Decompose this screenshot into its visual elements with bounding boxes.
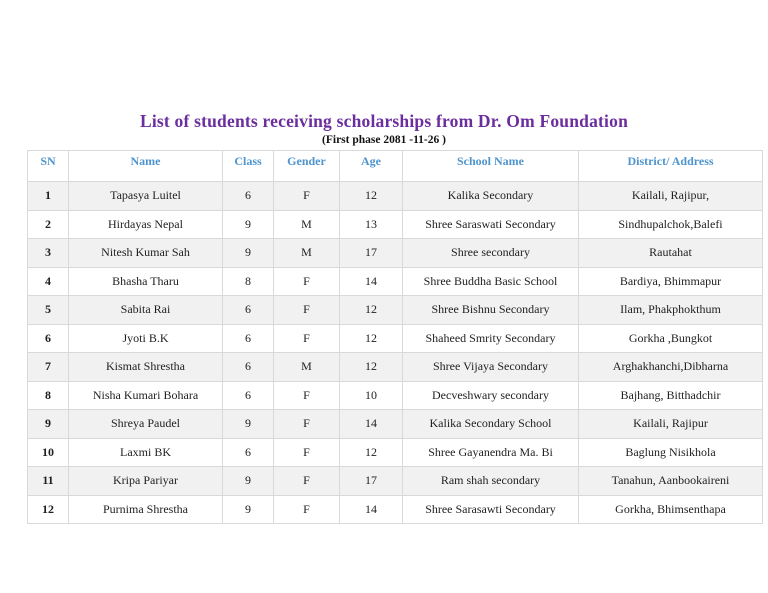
table-cell: Bajhang, Bitthadchir xyxy=(579,381,763,410)
table-cell: Tanahun, Aanbookaireni xyxy=(579,467,763,496)
table-cell: Tapasya Luitel xyxy=(69,182,223,211)
table-cell: Kripa Pariyar xyxy=(69,467,223,496)
table-cell: 12 xyxy=(340,353,403,382)
table-cell: 6 xyxy=(223,324,274,353)
table-cell: 9 xyxy=(28,410,69,439)
table-row xyxy=(28,410,763,439)
table-row xyxy=(28,495,763,524)
table-cell: Kailali, Rajipur, xyxy=(579,182,763,211)
table-cell: F xyxy=(274,296,340,325)
table-cell: 12 xyxy=(340,296,403,325)
table-cell: Kalika Secondary xyxy=(403,182,579,211)
table-cell: Shree Bishnu Secondary xyxy=(403,296,579,325)
table-row xyxy=(28,353,763,382)
table-cell: 9 xyxy=(223,495,274,524)
table-cell: 3 xyxy=(28,239,69,268)
table-body xyxy=(28,182,763,524)
table-cell: Shree Sarasawti Secondary xyxy=(403,495,579,524)
table-cell: Shree Gayanendra Ma. Bi xyxy=(403,438,579,467)
table-cell: 10 xyxy=(28,438,69,467)
table-cell: 12 xyxy=(340,438,403,467)
table-cell: F xyxy=(274,381,340,410)
column-header: SN xyxy=(28,151,69,182)
table-cell: 4 xyxy=(28,267,69,296)
table-row xyxy=(28,296,763,325)
table-cell: Rautahat xyxy=(579,239,763,268)
table-cell: Sindhupalchok,Balefi xyxy=(579,210,763,239)
table-cell: Shree Vijaya Secondary xyxy=(403,353,579,382)
table-cell: M xyxy=(274,239,340,268)
table-cell: 6 xyxy=(223,296,274,325)
column-header: Name xyxy=(69,151,223,182)
table-cell: 5 xyxy=(28,296,69,325)
table-cell: 6 xyxy=(223,353,274,382)
table-cell: 12 xyxy=(340,324,403,353)
table-row xyxy=(28,239,763,268)
table-cell: 14 xyxy=(340,410,403,439)
table-cell: F xyxy=(274,324,340,353)
column-header: Gender xyxy=(274,151,340,182)
table-header-row xyxy=(28,151,763,182)
table-cell: Shree Saraswati Secondary xyxy=(403,210,579,239)
table-cell: Ram shah secondary xyxy=(403,467,579,496)
table-cell: 17 xyxy=(340,467,403,496)
table-row xyxy=(28,267,763,296)
table-cell: Kismat Shrestha xyxy=(69,353,223,382)
table-cell: 6 xyxy=(223,182,274,211)
table-cell: 10 xyxy=(340,381,403,410)
table-cell: F xyxy=(274,438,340,467)
table-cell: 7 xyxy=(28,353,69,382)
table-cell: 11 xyxy=(28,467,69,496)
column-header: Class xyxy=(223,151,274,182)
table-cell: 9 xyxy=(223,410,274,439)
table-cell: Nitesh Kumar Sah xyxy=(69,239,223,268)
page-title: List of students receiving scholarships from Dr. Om Foundation xyxy=(139,111,629,131)
table-cell: Nisha Kumari Bohara xyxy=(69,381,223,410)
table-cell: Kalika Secondary School xyxy=(403,410,579,439)
table-row xyxy=(28,381,763,410)
table-cell: F xyxy=(274,495,340,524)
table-cell: 9 xyxy=(223,467,274,496)
table-cell: 12 xyxy=(28,495,69,524)
page-subtitle: (First phase 2081 -11-26 ) xyxy=(322,134,446,146)
table-row xyxy=(28,210,763,239)
table-cell: Ilam, Phakphokthum xyxy=(579,296,763,325)
table-cell: Kailali, Rajipur xyxy=(579,410,763,439)
table-cell: Arghakhanchi,Dibharna xyxy=(579,353,763,382)
table-cell: F xyxy=(274,267,340,296)
table-cell: Shree Buddha Basic School xyxy=(403,267,579,296)
table-cell: 1 xyxy=(28,182,69,211)
table-cell: Shaheed Smrity Secondary xyxy=(403,324,579,353)
table-cell: 6 xyxy=(223,438,274,467)
column-header: District/ Address xyxy=(579,151,763,182)
table-row xyxy=(28,324,763,353)
column-header: School Name xyxy=(403,151,579,182)
table-cell: F xyxy=(274,467,340,496)
table-cell: Baglung Nisikhola xyxy=(579,438,763,467)
table-cell: Gorkha ,Bungkot xyxy=(579,324,763,353)
table-cell: Laxmi BK xyxy=(69,438,223,467)
table-row xyxy=(28,182,763,211)
table-cell: M xyxy=(274,353,340,382)
table-cell: M xyxy=(274,210,340,239)
table-row xyxy=(28,467,763,496)
column-header: Age xyxy=(340,151,403,182)
table-cell: 14 xyxy=(340,495,403,524)
table-cell: 2 xyxy=(28,210,69,239)
table-cell: Bhasha Tharu xyxy=(69,267,223,296)
table-cell: 8 xyxy=(28,381,69,410)
table-cell: Shreya Paudel xyxy=(69,410,223,439)
table-cell: 14 xyxy=(340,267,403,296)
table-cell: 9 xyxy=(223,210,274,239)
table-cell: Gorkha, Bhimsenthapa xyxy=(579,495,763,524)
table-row xyxy=(28,438,763,467)
table-cell: 6 xyxy=(28,324,69,353)
students-table xyxy=(27,150,763,524)
table-cell: Purnima Shrestha xyxy=(69,495,223,524)
table-cell: 9 xyxy=(223,239,274,268)
table-cell: Hirdayas Nepal xyxy=(69,210,223,239)
table-cell: 12 xyxy=(340,182,403,211)
table-cell: Sabita Rai xyxy=(69,296,223,325)
table-cell: 6 xyxy=(223,381,274,410)
table-cell: 8 xyxy=(223,267,274,296)
table-cell: Decveshwary secondary xyxy=(403,381,579,410)
table-cell: Bardiya, Bhimmapur xyxy=(579,267,763,296)
table-cell: F xyxy=(274,410,340,439)
table-cell: Shree secondary xyxy=(403,239,579,268)
table-cell: 13 xyxy=(340,210,403,239)
table-cell: 17 xyxy=(340,239,403,268)
table-cell: F xyxy=(274,182,340,211)
table-cell: Jyoti B.K xyxy=(69,324,223,353)
